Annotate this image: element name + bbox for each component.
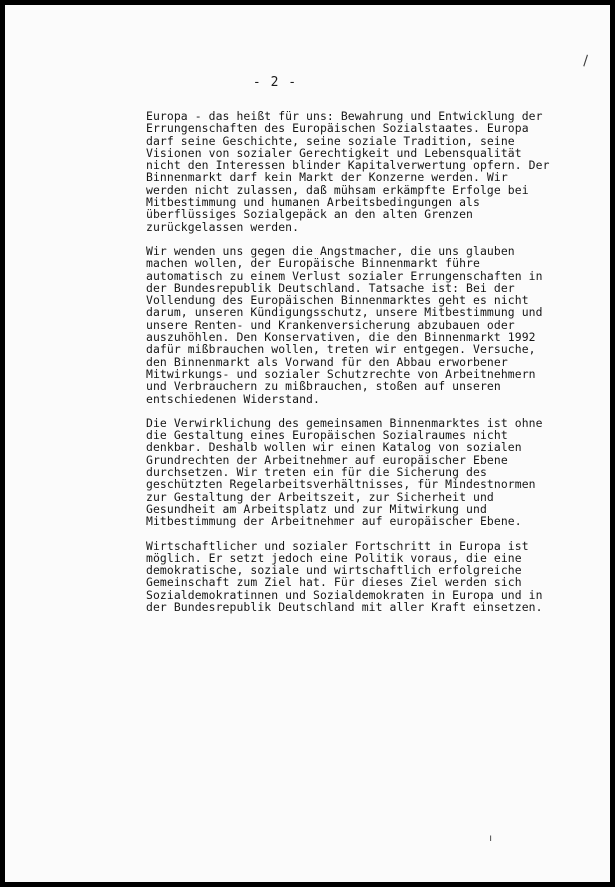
text-line: Mitwirkungs- und sozialer Schutzrechte von Arbeitnehmern	[146, 366, 536, 381]
text-line: der Bundesrepublik Deutschland. Tatsache ist: Bei der	[146, 280, 515, 295]
text-line: zur Gestaltung der Arbeitszeit, zur Sicherheit und	[146, 489, 494, 504]
text-line: demokratische, soziale und wirtschaftlich erfolgreiche	[146, 563, 522, 578]
text-line: Binnenmarkt darf kein Markt der Konzerne werden. Wir	[146, 170, 508, 185]
text-line: darf seine Geschichte, seine soziale Tradition, seine	[146, 133, 515, 148]
text-line: möglich. Er setzt jedoch eine Politik voraus, die eine	[146, 550, 522, 565]
text-line: den Binnenmarkt als Vorwand für den Abbau erworbener	[146, 354, 508, 369]
text-line: Gemeinschaft zum Ziel hat. Für dieses Ziel werden sich	[146, 575, 522, 590]
paragraph	[146, 245, 556, 405]
paragraph	[146, 540, 556, 614]
text-line: Sozialdemokratinnen und Sozialdemokraten in Europa und in	[146, 587, 543, 602]
text-line: zurückgelassen werden.	[146, 219, 300, 234]
text-line: nicht den Interessen blinder Kapitalverwertung opfern. Der	[146, 158, 550, 173]
text-line: Die Verwirklichung des gemeinsamen Binnenmarktes ist ohne	[146, 415, 543, 430]
text-line: auszuhöhlen. Den Konservativen, die den Binnenmarkt 1992	[146, 330, 536, 345]
text-line: denkbar. Deshalb wollen wir einen Katalog von sozialen	[146, 440, 522, 455]
text-line: unsere Renten- und Krankenversicherung abzubauen oder	[146, 317, 515, 332]
text-line: werden nicht zulassen, daß mühsam erkämpfte Erfolge bei	[146, 182, 529, 197]
page-number: - 2 -	[252, 75, 298, 90]
scan-mark: ı	[489, 833, 492, 844]
text-line: und Verbrauchern zu mißbrauchen, stoßen auf unseren	[146, 379, 501, 394]
text-line: Grundrechten der Arbeitnehmer auf europäischer Ebene	[146, 452, 508, 467]
text-line: durchsetzen. Wir treten ein für die Sicherung des	[146, 465, 487, 480]
text-line: Errungenschaften des Europäischen Sozialstaates. Europa	[146, 121, 529, 136]
text-line: geschützten Regelarbeitsverhältnisses, für Mindestnormen	[146, 477, 536, 492]
text-line: automatisch zu einem Verlust sozialer Errungenschaften in	[146, 268, 543, 283]
text-line: Mitbestimmung der Arbeitnehmer auf europäischer Ebene.	[146, 514, 522, 529]
text-line: Vollendung des Europäischen Binnenmarktes geht es nicht	[146, 293, 529, 308]
paragraph	[146, 417, 556, 528]
text-line: Wirtschaftlicher und sozialer Fortschritt in Europa ist	[146, 538, 529, 553]
text-line: Visionen von sozialer Gerechtigkeit und Lebensqualität	[146, 145, 522, 160]
paragraph	[146, 110, 556, 233]
text-line: der Bundesrepublik Deutschland mit aller Kraft einsetzen.	[146, 599, 543, 614]
text-line: Gesundheit am Arbeitsplatz und zur Mitwirkung und	[146, 501, 487, 516]
text-line: Europa - das heißt für uns: Bewahrung und Entwicklung der	[146, 109, 543, 123]
text-line: Mitbestimmung und humanen Arbeitsbedingungen als	[146, 195, 480, 210]
text-line: darum, unseren Kündigungsschutz, unsere Mitbestimmung und	[146, 305, 543, 320]
document-page	[5, 5, 610, 882]
body-text	[146, 110, 556, 625]
text-line: die Gestaltung eines Europäischen Sozialraumes nicht	[146, 428, 508, 443]
text-line: dafür mißbrauchen wollen, treten wir entgegen. Versuche,	[146, 342, 536, 357]
text-line: überflüssiges Sozialgepäck an den alten Grenzen	[146, 207, 474, 222]
scan-mark: \	[579, 53, 593, 69]
text-line: Wir wenden uns gegen die Angstmacher, die uns glauben	[146, 243, 515, 258]
text-line: machen wollen, der Europäische Binnenmarkt führe	[146, 256, 480, 271]
text-line: entschiedenen Widerstand.	[146, 391, 320, 406]
